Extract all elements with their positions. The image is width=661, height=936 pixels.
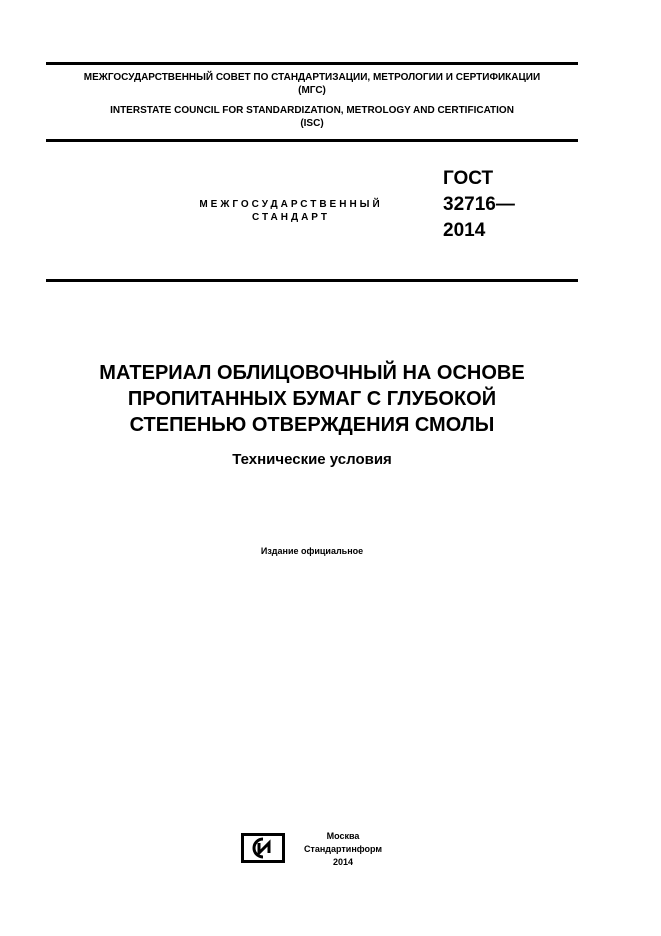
standard-type-label-line1: МЕЖГОСУДАРСТВЕННЫЙ (199, 199, 383, 210)
standartinform-logo-icon (241, 833, 285, 863)
header-bottom-rule (46, 139, 578, 142)
publisher-name: Стандартинформ (303, 844, 383, 854)
standard-type-label-line2: СТАНДАРТ (252, 212, 330, 223)
gost-label: ГОСТ (443, 168, 494, 189)
council-ru-abbr: (МГС) (298, 85, 326, 96)
designation-bottom-rule (46, 279, 578, 282)
council-en-abbr: (ISC) (300, 118, 324, 129)
document-title-line1: МАТЕРИАЛ ОБЛИЦОВОЧНЫЙ НА ОСНОВЕ (99, 362, 525, 384)
council-en-name: INTERSTATE COUNCIL FOR STANDARDIZATION, METROLOGY AND CERTIFICATION (110, 105, 514, 116)
council-ru-name: МЕЖГОСУДАРСТВЕННЫЙ СОВЕТ ПО СТАНДАРТИЗАЦИИ, МЕТРОЛОГИИ И СЕРТИФИКАЦИИ (83, 72, 541, 83)
edition-note: Издание официальное (260, 546, 364, 556)
document-subtitle: Технические условия (232, 451, 392, 468)
document-title-line2: ПРОПИТАННЫХ БУМАГ С ГЛУБОКОЙ (127, 388, 497, 410)
gost-year: 2014 (443, 220, 486, 241)
top-rule (46, 62, 578, 65)
publisher-year: 2014 (332, 857, 354, 867)
gost-number: 32716— (443, 194, 515, 215)
publisher-city: Москва (326, 831, 360, 841)
document-title-line3: СТЕПЕНЬЮ ОТВЕРЖДЕНИЯ СМОЛЫ (129, 414, 495, 436)
